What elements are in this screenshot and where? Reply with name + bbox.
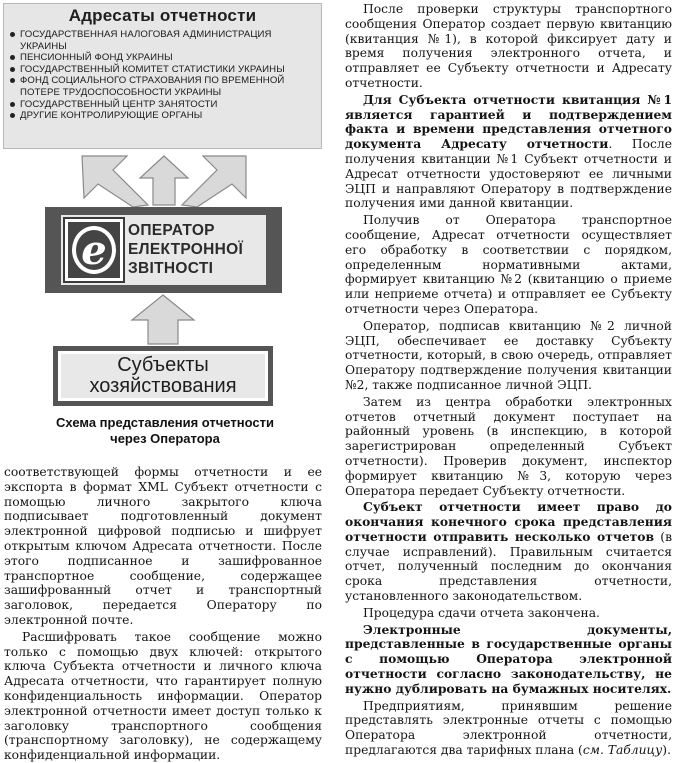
operator-logo-icon <box>63 217 125 283</box>
diagram-caption <box>20 415 310 447</box>
logo-letter: e <box>81 227 107 274</box>
italic-reference: см. Таблицу <box>582 743 663 758</box>
arrow-up-icon <box>140 156 188 205</box>
paragraph: Затем из центра обработки электронных отчетов отчетный документ поступает на районный уровень (в инспекцию, в которой зарегистрирован определенный Субъект отчетности). Проверив документ, инспектор формирует квитанцию №3, которую через Оператора передает Субъекту отчетности. <box>345 394 672 498</box>
caption-line: Схема представления отчетности <box>56 415 274 430</box>
paragraph: соответствующей формы отчетности и ее экспорта в формат XML Субъект отчетности с помощью личного закрытого ключа подписывает подготовленный документ электронной цифровой подписью и шифрует открытым ключом Адресата отчетности. После этого подписанное и зашифрованное транспортное сообщение, содержащее зашифрованный отчет и транспортный заголовок, передается Оператору по электронной почте. <box>4 465 322 627</box>
left-text-column <box>4 465 322 763</box>
paragraph <box>345 93 672 211</box>
operator-box <box>45 207 282 293</box>
paragraph: Процедура сдачи отчета закончена. <box>363 605 600 620</box>
addressee-item: ДРУГИЕ КОНТРОЛИРУЮЩИЕ ОРГАНЫ <box>9 110 321 122</box>
paragraph <box>345 699 672 758</box>
paragraph-text: . После получения квитанции №1 Субъект отчетности и Адресат отчетности удостоверяют ее личными ЭЦП и направляют Оператору в подтверждение получения ими данной квитанции. <box>345 137 672 211</box>
bold-text: Для Субъекта отчетности квитанция №1 является гарантией и подтверждением факта и времени представления отчетного документа Адресату отчетности <box>345 91 672 152</box>
operator-line: ЗВІТНОСТІ <box>128 260 214 277</box>
paragraph-text: (в случае исправлений). Правильным считается отчет, полученный последним до окончания срока представления отчетности, установленного законодательством. <box>345 529 673 604</box>
subjects-line: хозяйствования <box>89 375 237 397</box>
paragraph-text: ). <box>662 743 671 758</box>
arrow-up-right-icon <box>182 156 246 207</box>
paragraph: Расшифровать такое сообщение можно только с помощью двух ключей: открытого ключа Субъекта отчетности и личного ключа Адресата отчетности, что гарантирует полную конфиденциальность информации. Оператор электронной отчетности имеет доступ только к заголовку транспортного сообщения (транспортному заголовку), не содержащему конфиденциальной информации. <box>4 629 322 763</box>
diagram-arrows <box>0 0 330 350</box>
operator-title <box>128 221 243 278</box>
right-text-column <box>345 2 672 758</box>
subjects-line: Субъекты <box>117 354 209 376</box>
bold-text: Электронные документы, представленные в государственные органы с помощью Оператора электронной отчетности согласно законодательству, не нужно дублировать на бумажных носителях. <box>345 621 672 696</box>
caption-line: через Оператора <box>110 431 220 446</box>
arrow-up-icon <box>132 295 194 344</box>
arrow-up-left-icon <box>82 156 148 207</box>
addressee-item: ГОСУДАРСТВЕННАЯ НАЛОГОВАЯ АДМИНИСТРАЦИЯ УКРАИНЫ <box>9 29 321 52</box>
operator-line: ЕЛЕКТРОННОЇ <box>128 241 244 258</box>
paragraph: Оператор, подписав квитанцию №2 личной ЭЦП, обеспечивает ее доставку Субъекту отчетности, который, в свою очередь, отправляет Оператору подтверждение получения квитанции №2, также подписанное личной ЭЦП. <box>345 318 672 392</box>
addressee-item: ФОНД СОЦИАЛЬНОГО СТРАХОВАНИЯ ПО ВРЕМЕННОЙ ПОТЕРЕ ТРУДОСПОСОБНОСТИ УКРАИНЫ <box>9 75 321 98</box>
addressees-title: Адресаты отчетности <box>68 6 257 25</box>
paragraph: После проверки структуры транспортного сообщения Оператор создает первую квитанцию (квитанция №1), в которой фиксирует дату и время получения электронного отчета, и отправляет ее Субъекту отчетности и Адресату отчетности. <box>345 2 672 90</box>
paragraph-text: Предприятиям, принявшим решение представлять электронные отчеты с помощью Оператора электронной отчетности, предлагаются два тарифных плана ( <box>345 698 672 758</box>
subjects-box <box>53 346 273 406</box>
addressee-item: ПЕНСИОННЫЙ ФОНД УКРАИНЫ <box>9 52 321 64</box>
bold-text: Субъект отчетности имеет право до окончания конечного срока представления отчетности отправить несколько отчетов <box>345 499 672 544</box>
addressee-item: ГОСУДАРСТВЕННЫЙ ЦЕНТР ЗАНЯТОСТИ <box>9 99 321 111</box>
paragraph <box>345 623 672 697</box>
operator-line: ОПЕРАТОР <box>128 222 215 239</box>
addressee-item: ГОСУДАРСТВЕННЫЙ КОМИТЕТ СТАТИСТИКИ УКРАИНЫ <box>9 64 321 76</box>
paragraph: Получив от Оператора транспортное сообщение, Адресат отчетности осуществляет его обработку в соответствии с порядком, определенным нормативными актами, формирует квитанцию №2 (квитанцию о приеме или неприеме отчета) и отправляет ее Субъекту отчетности через Оператора. <box>345 213 672 316</box>
paragraph <box>345 500 672 604</box>
